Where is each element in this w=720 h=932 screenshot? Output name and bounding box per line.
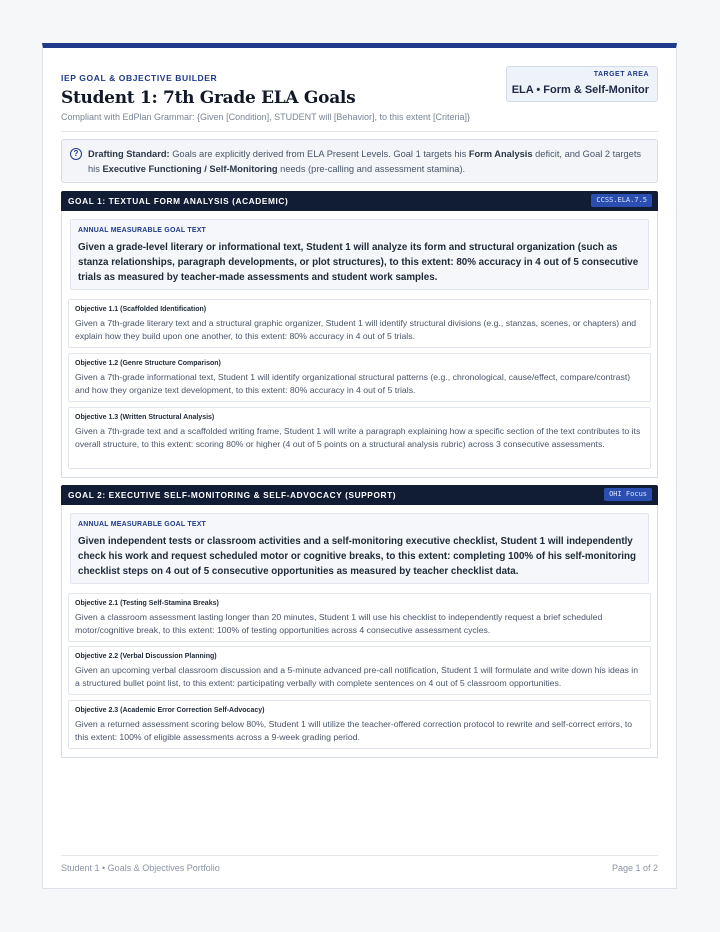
- objective-2-1-title: Objective 2.1 (Testing Self-Stamina Breaks): [75, 600, 219, 607]
- objective-1-3-title: Objective 1.3 (Written Structural Analysis): [75, 414, 215, 421]
- document-header: [61, 64, 658, 132]
- objective-1-2-title: Objective 1.2 (Genre Structure Comparison): [75, 360, 221, 367]
- target-area-box: [506, 66, 658, 102]
- objective-1-3: [68, 407, 651, 469]
- goal-2-focus-tag: OHI Focus: [604, 488, 652, 501]
- objective-2-3-text: Given a returned assessment scoring below 80%, Student 1 will utilize the teacher-offered correction protocol to rewrite and self-correct errors, to this extent: 100% of eligible assessments across a 9-week grading period.: [75, 719, 633, 742]
- objective-1-1-title: Objective 1.1 (Scaffolded Identification): [75, 306, 207, 313]
- footer-portfolio-label: Student 1 • Goals & Objectives Portfolio: [61, 863, 220, 873]
- goal-1-body: [61, 211, 658, 478]
- page-title: Student 1: 7th Grade ELA Goals: [61, 88, 356, 108]
- goal-1-title: GOAL 1: TEXTUAL FORM ANALYSIS (ACADEMIC): [68, 196, 289, 206]
- document-page: [42, 43, 677, 889]
- footer-page-number: Page 1 of 2: [611, 863, 658, 873]
- objective-2-3-title: Objective 2.3 (Academic Error Correction Self-Advocacy): [75, 707, 265, 714]
- goal-1-annual-box: [70, 219, 649, 290]
- goal-1-header: [61, 191, 658, 211]
- goal-1-annual-label: ANNUAL MEASURABLE GOAL TEXT: [78, 227, 207, 234]
- objective-2-2-text: Given an upcoming verbal classroom discussion and a 5-minute advanced pre-call notification, Student 1 will formulate and write down his ideas in a structured bullet point list, to this extent: participating verbally with complete sentences on 4 out of 5 classroom opportunities.: [75, 665, 639, 688]
- objective-2-2-title: Objective 2.2 (Verbal Discussion Planning): [75, 653, 217, 660]
- goal-2-header: [61, 485, 658, 505]
- objective-1-2: [68, 353, 651, 402]
- goal-2-body: [61, 505, 658, 758]
- notice-bold-2: Executive Functioning / Self-Monitoring: [102, 164, 278, 174]
- notice-text-1: Goals are explicitly derived from ELA Present Levels. Goal 1 targets his: [169, 149, 469, 159]
- objective-2-1-text: Given a classroom assessment lasting longer than 20 minutes, Student 1 will use his checklist to independently request a brief scheduled motor/cognitive break, to this extent: 100% of testing opportunities across 4 consecutive assessment cycles.: [75, 612, 603, 635]
- notice-lead: Drafting Standard:: [88, 149, 170, 159]
- page-subtitle: Compliant with EdPlan Grammar: {Given [Condition], STUDENT will [Behavior], to this extent [Criteria]}: [61, 112, 470, 122]
- objective-2-2: [68, 646, 651, 695]
- objective-1-1: [68, 299, 651, 348]
- goal-2-annual-label: ANNUAL MEASURABLE GOAL TEXT: [78, 521, 207, 528]
- goal-1-standard-tag: CCSS.ELA.7.5: [591, 194, 652, 207]
- question-circle-icon: ?: [70, 148, 82, 160]
- goal-2-annual-box: [70, 513, 649, 584]
- objective-2-3: [68, 700, 651, 749]
- drafting-standard-notice: [61, 139, 658, 183]
- objective-2-1: [68, 593, 651, 642]
- notice-text-3: needs (pre-calling and assessment stamina).: [277, 164, 466, 174]
- objective-1-1-text: Given a 7th-grade literary text and a structural graphic organizer, Student 1 will identify structural divisions (e.g., stanzas, scenes, or chapters) and explain how they build upon one another, to this extent: 80% accuracy in 4 out of 5 trials.: [75, 318, 637, 341]
- goal-2-title: GOAL 2: EXECUTIVE SELF-MONITORING & SELF-ADVOCACY (SUPPORT): [68, 490, 397, 500]
- goal-2-annual-text: Given independent tests or classroom activities and a self-monitoring executive checklist, Student 1 will independently check his work and request scheduled motor or cognitive breaks, to this extent: completing 100% of his self-monitoring checklist steps on 4 out of 5 consecutive opportunities as measured by teacher checklist data.: [78, 536, 636, 577]
- target-area-value: ELA • Form & Self-Monitor: [511, 84, 649, 96]
- notice-text-2: deficit, and Goal 2 targets his: [88, 149, 642, 174]
- header-eyebrow: IEP GOAL & OBJECTIVE BUILDER: [61, 73, 218, 83]
- page-footer: [61, 855, 658, 873]
- goal-1-annual-text: Given a grade-level literary or informational text, Student 1 will analyze its form and structural organization (such as stanza relationships, paragraph developments, or plot structures), to this extent: 80% accuracy in 4 out of 5 consecutive trials as measured by teacher-made assessments and student work samples.: [78, 242, 639, 283]
- notice-bold-1: Form Analysis: [468, 149, 533, 159]
- objective-1-2-text: Given a 7th-grade informational text, Student 1 will identify organizational structural patterns (e.g., chronological, cause/effect, compare/contrast) and how they organize text development, to this extent: 80% accuracy in 4 out of 5 trials.: [75, 372, 631, 395]
- target-area-label: TARGET AREA: [593, 71, 649, 78]
- objective-1-3-text: Given a 7th-grade text and a scaffolded writing frame, Student 1 will write a paragraph explaining how a specific section of the text contributes to its overall structure, to this extent: scoring 80% or higher (4 out of 5 points on a structural analysis rubric) across 3 consecutive assessments.: [75, 426, 641, 449]
- notice-text: [88, 147, 649, 177]
